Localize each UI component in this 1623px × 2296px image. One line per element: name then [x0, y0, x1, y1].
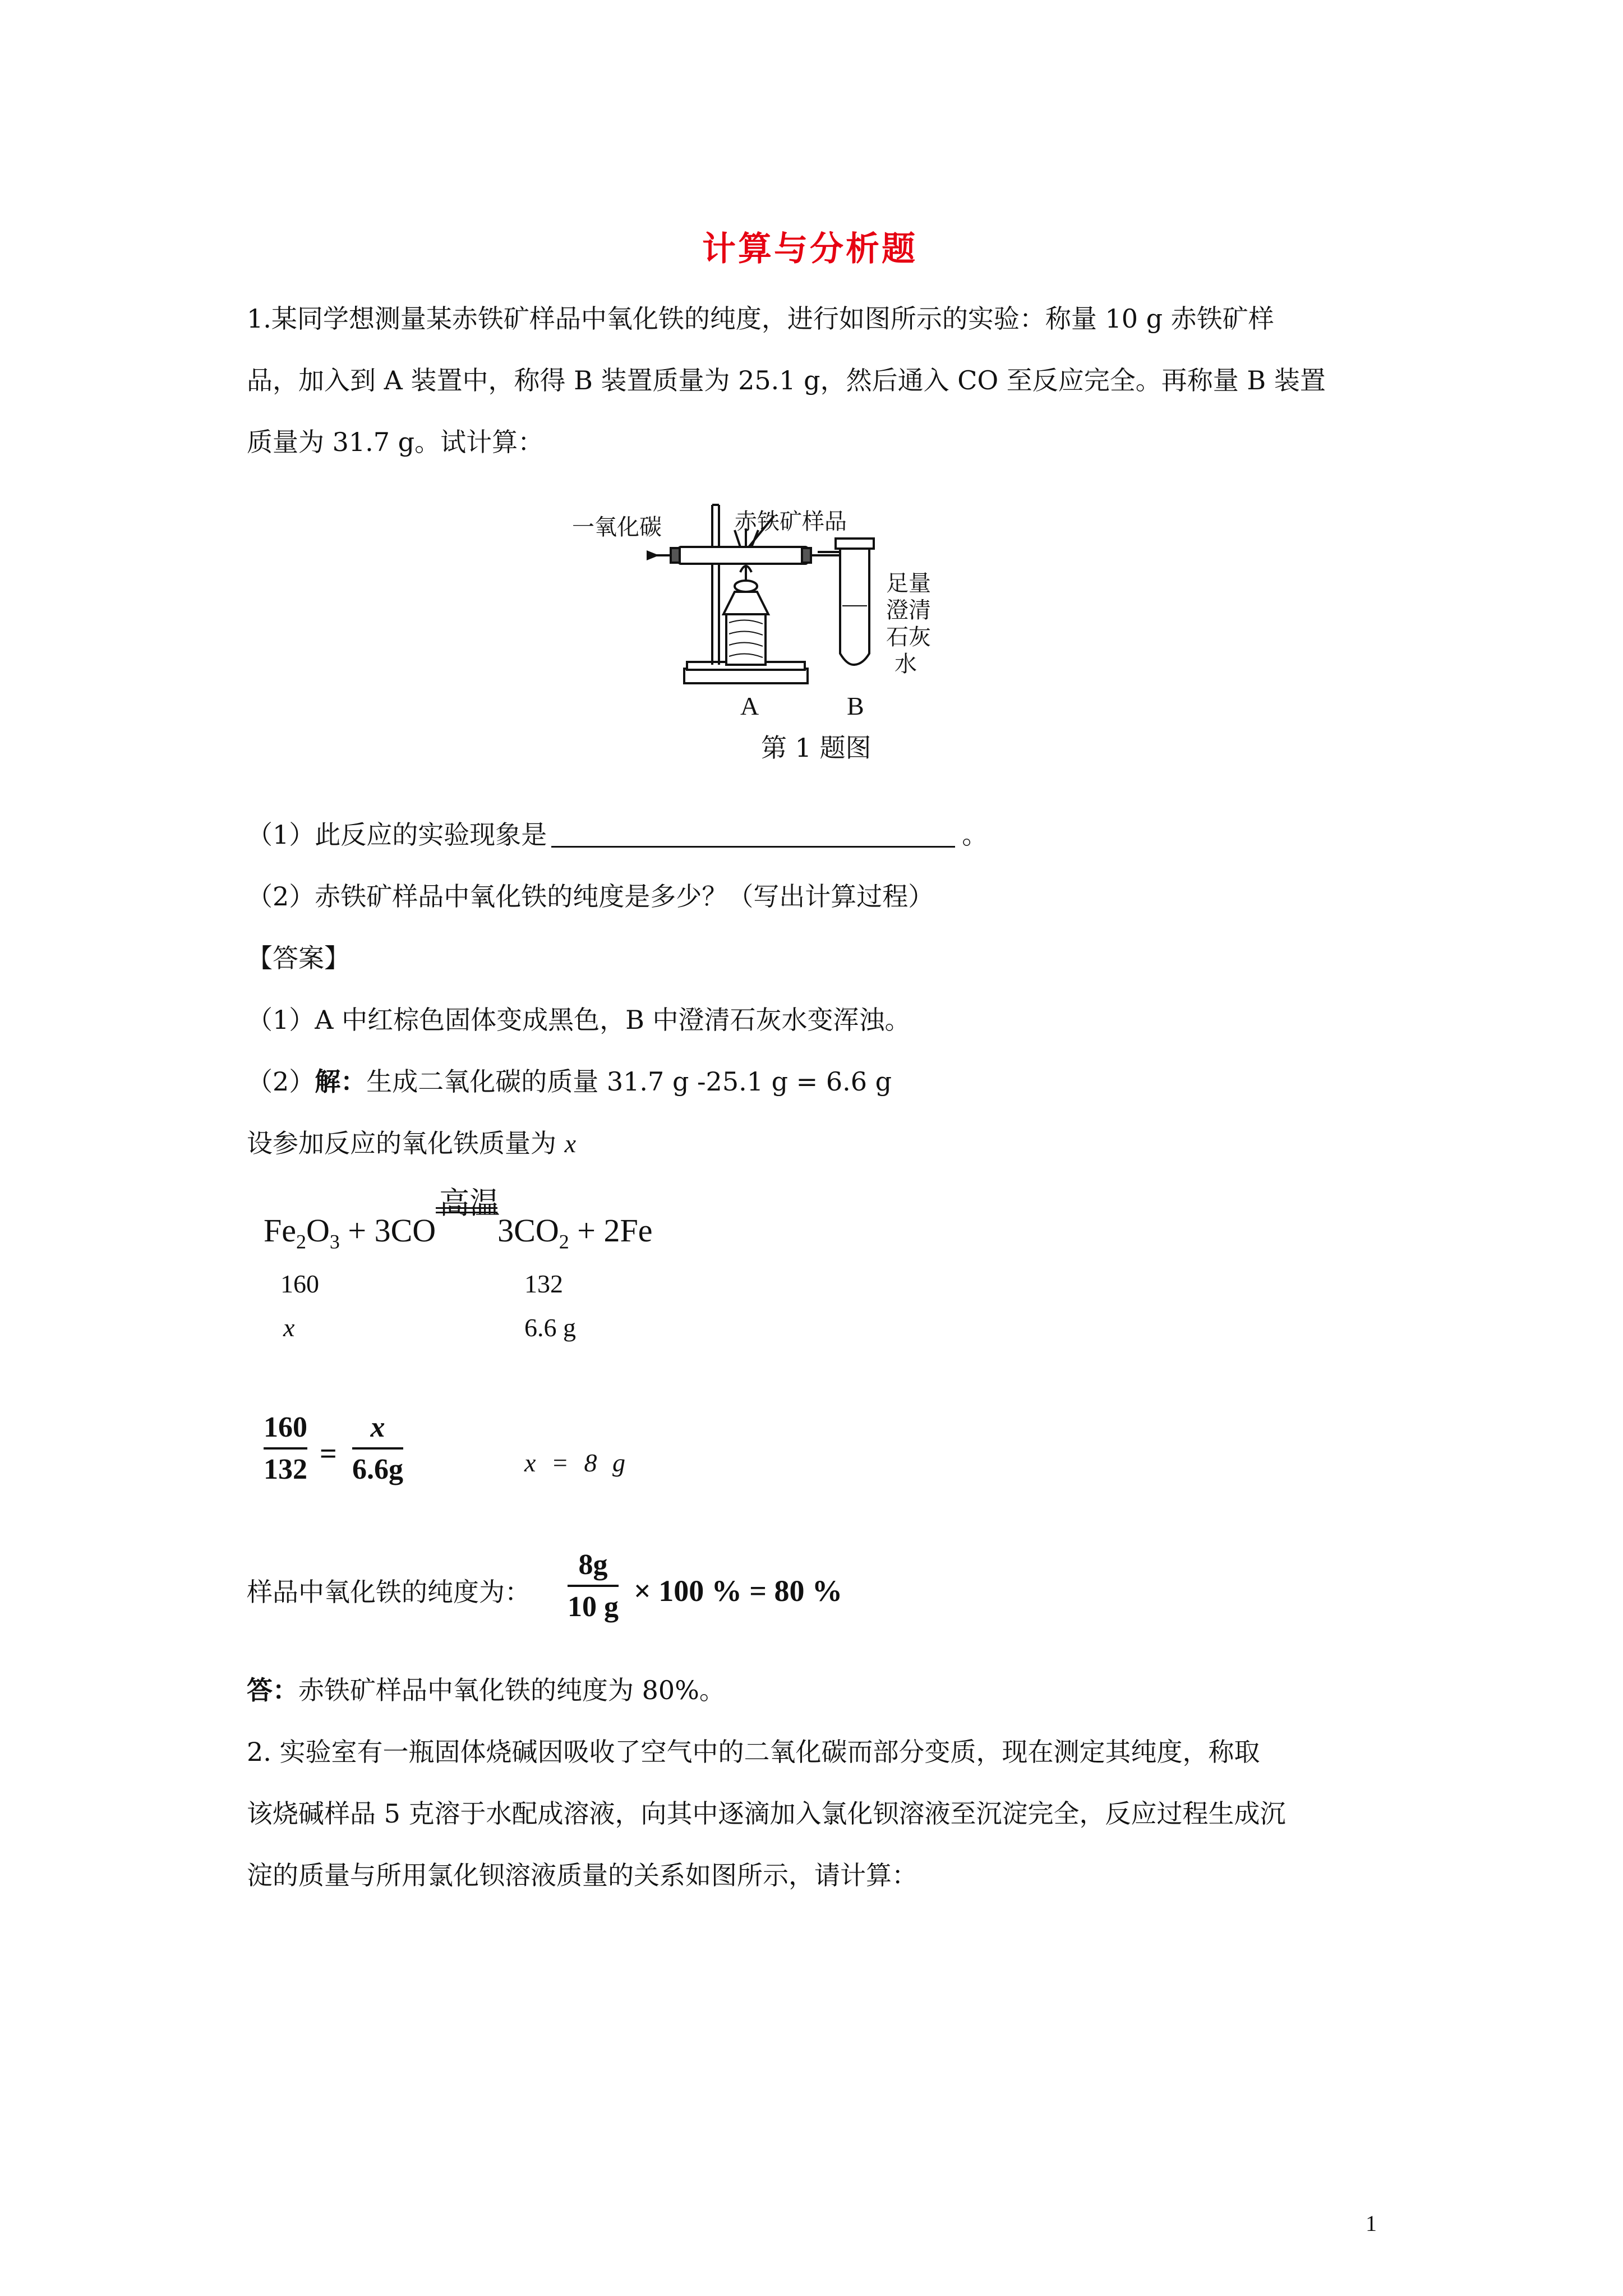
label-b: B — [847, 692, 864, 720]
label-lime-3: 石灰 — [886, 624, 931, 650]
purity-prefix: 样品中氧化铁的纯度为： — [247, 1577, 531, 1607]
final-answer-label: 答： — [247, 1675, 298, 1705]
answer-2-jie: 解： — [315, 1066, 367, 1097]
q1-sub1 — [247, 822, 988, 848]
frac-left-den: 132 — [264, 1453, 307, 1485]
q2-line3: 淀的质量与所用氯化钡溶液质量的关系如图所示，请计算： — [247, 1860, 917, 1890]
purity-rest: × 100 % = 80 % — [634, 1574, 843, 1608]
let-statement — [247, 1130, 576, 1157]
eq-sub1: 2 — [296, 1230, 306, 1253]
figure-caption: 第 1 题图 — [761, 733, 872, 763]
label-lime-4: 水 — [895, 651, 917, 677]
purity-fraction — [568, 1548, 619, 1623]
page-title: 计算与分析题 — [702, 229, 917, 269]
purity-num: 8g — [578, 1549, 608, 1581]
experiment-figure — [555, 494, 1038, 729]
frac-right-den: 6.6g — [352, 1453, 403, 1485]
eq-condition — [436, 1185, 500, 1249]
fraction-left — [264, 1411, 307, 1486]
result-x: x = 8 g — [524, 1448, 630, 1477]
eq-o: O — [306, 1212, 330, 1249]
label-lime-1: 足量 — [886, 570, 931, 596]
mass-132: 132 — [524, 1269, 563, 1298]
ratio-x: x — [283, 1313, 295, 1342]
label-sample: 赤铁矿样品 — [735, 509, 847, 535]
label-co: 一氧化碳 — [572, 514, 662, 540]
q1-sub2: （2）赤铁矿样品中氧化铁的纯度是多少？（写出计算过程） — [247, 881, 934, 912]
final-answer — [247, 1677, 725, 1703]
answer-2 — [247, 1066, 892, 1097]
q2-line2: 该烧碱样品 5 克溶于水配成溶液，向其中逐滴加入氯化钡溶液至沉淀完全，反应过程生成沉 — [247, 1798, 1286, 1829]
q2-line1: 2. 实验室有一瓶固体烧碱因吸收了空气中的二氧化碳而部分变质，现在测定其纯度，称取 — [247, 1737, 1260, 1767]
eq-plus-fe: + 2Fe — [569, 1212, 653, 1249]
eq-sub2: 3 — [329, 1230, 340, 1253]
frac-right-num: x — [370, 1411, 385, 1443]
answer-heading: 【答案】 — [247, 943, 350, 973]
eq-plus-co: + 3CO — [339, 1212, 436, 1249]
answer-1: （1）A 中红棕色固体变成黑色，B 中澄清石灰水变浑浊。 — [247, 1005, 911, 1035]
label-lime-2: 澄清 — [886, 597, 931, 623]
ratio-6-6g: 6.6 g — [524, 1313, 576, 1342]
label-a: A — [740, 692, 759, 720]
q1-sub1-prefix: （1）此反应的实验现象是 — [247, 820, 547, 850]
let-prefix: 设参加反应的氧化铁质量为 — [247, 1128, 565, 1158]
eq-3co2: 3CO — [497, 1212, 559, 1249]
q1-stem-line1: 1.某同学想测量某赤铁矿样品中氧化铁的纯度，进行如图所示的实验：称量 10 g 赤铁矿样 — [247, 303, 1274, 334]
answer-blank[interactable] — [551, 823, 955, 848]
frac-left-num: 160 — [264, 1411, 307, 1443]
chemical-equation — [264, 1185, 653, 1254]
q1-stem-line2: 品，加入到 A 装置中，称得 B 装置质量为 25.1 g，然后通入 CO 至反应完全。再称量 B 装置 — [247, 365, 1326, 395]
final-answer-text: 赤铁矿样品中氧化铁的纯度为 80%。 — [298, 1675, 725, 1705]
eq-condition-text: 高温 — [439, 1185, 500, 1221]
q1-stem-line3: 质量为 31.7 g。试计算： — [247, 427, 544, 457]
eq-sub3: 2 — [559, 1230, 569, 1253]
let-var: x — [564, 1129, 577, 1158]
answer-2-text: 生成二氧化碳的质量 31.7 g -25.1 g = 6.6 g — [366, 1066, 892, 1097]
q1-sub1-suffix: 。 — [962, 820, 988, 850]
fraction-right — [352, 1411, 403, 1486]
eq-fe: Fe — [264, 1212, 296, 1249]
mass-160: 160 — [280, 1269, 319, 1298]
proportion-equals: = — [320, 1437, 337, 1470]
answer-2-prefix: （2） — [247, 1066, 315, 1097]
page-number: 1 — [1366, 2211, 1377, 2236]
purity-den: 10 g — [568, 1591, 619, 1623]
